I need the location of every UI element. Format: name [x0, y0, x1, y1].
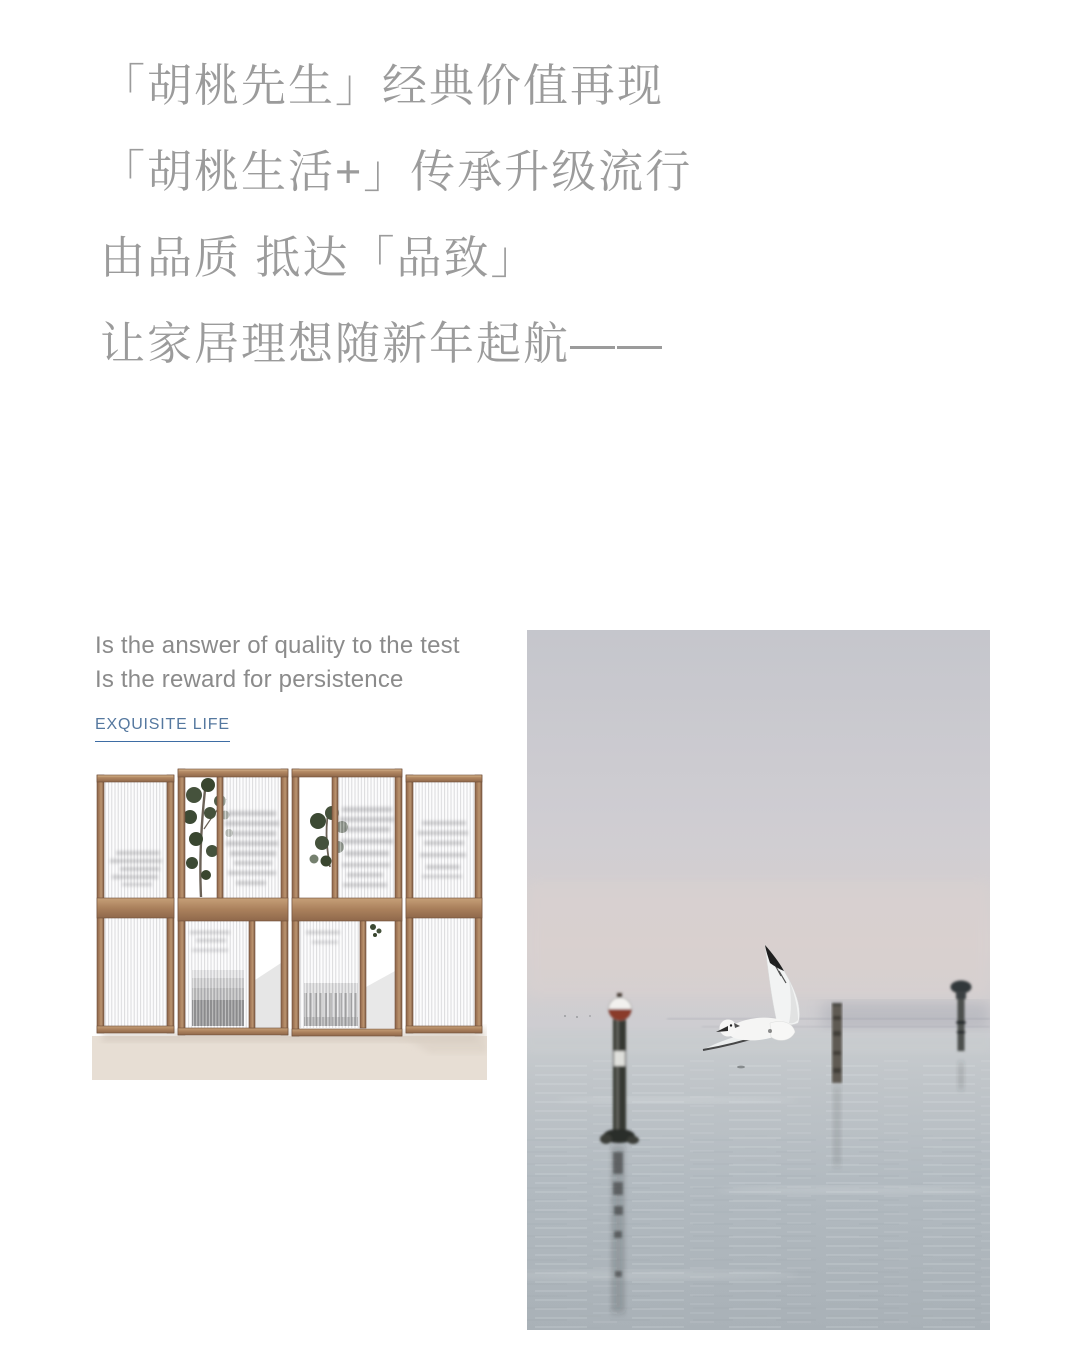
exquisite-life-link[interactable]: EXQUISITE LIFE	[95, 716, 230, 742]
ripples-dark	[527, 1135, 990, 1330]
leaf-sprig	[370, 924, 382, 937]
headline	[100, 43, 692, 387]
headline-line-1: 「胡桃先生」经典价值再现	[100, 60, 665, 111]
open-shadow-1	[255, 963, 281, 1028]
folding-screen-graphic	[92, 755, 487, 1080]
product-image-folding-screen	[92, 755, 487, 1080]
headline-line-4: 让家居理想随新年起航——	[100, 318, 665, 369]
warm-haze-band	[527, 882, 990, 997]
distant-shore	[822, 1002, 990, 1030]
post-tag	[614, 1051, 625, 1066]
subtitle	[95, 629, 460, 697]
headline-line-3: 由品质 抵达「品致」	[100, 232, 538, 283]
subtitle-line-2: Is the reward for persistence	[95, 666, 404, 693]
distant-line-1	[667, 1018, 990, 1020]
headline-line-2: 「胡桃生活+」传承升级流行	[100, 146, 693, 197]
open-shadow-2	[366, 971, 395, 1028]
seagull-water-speck	[737, 1066, 745, 1069]
subtitle-line-1: Is the answer of quality to the test	[95, 632, 460, 659]
photo-seagull-lake	[527, 630, 990, 1330]
seagull-lake-graphic	[527, 630, 990, 1330]
